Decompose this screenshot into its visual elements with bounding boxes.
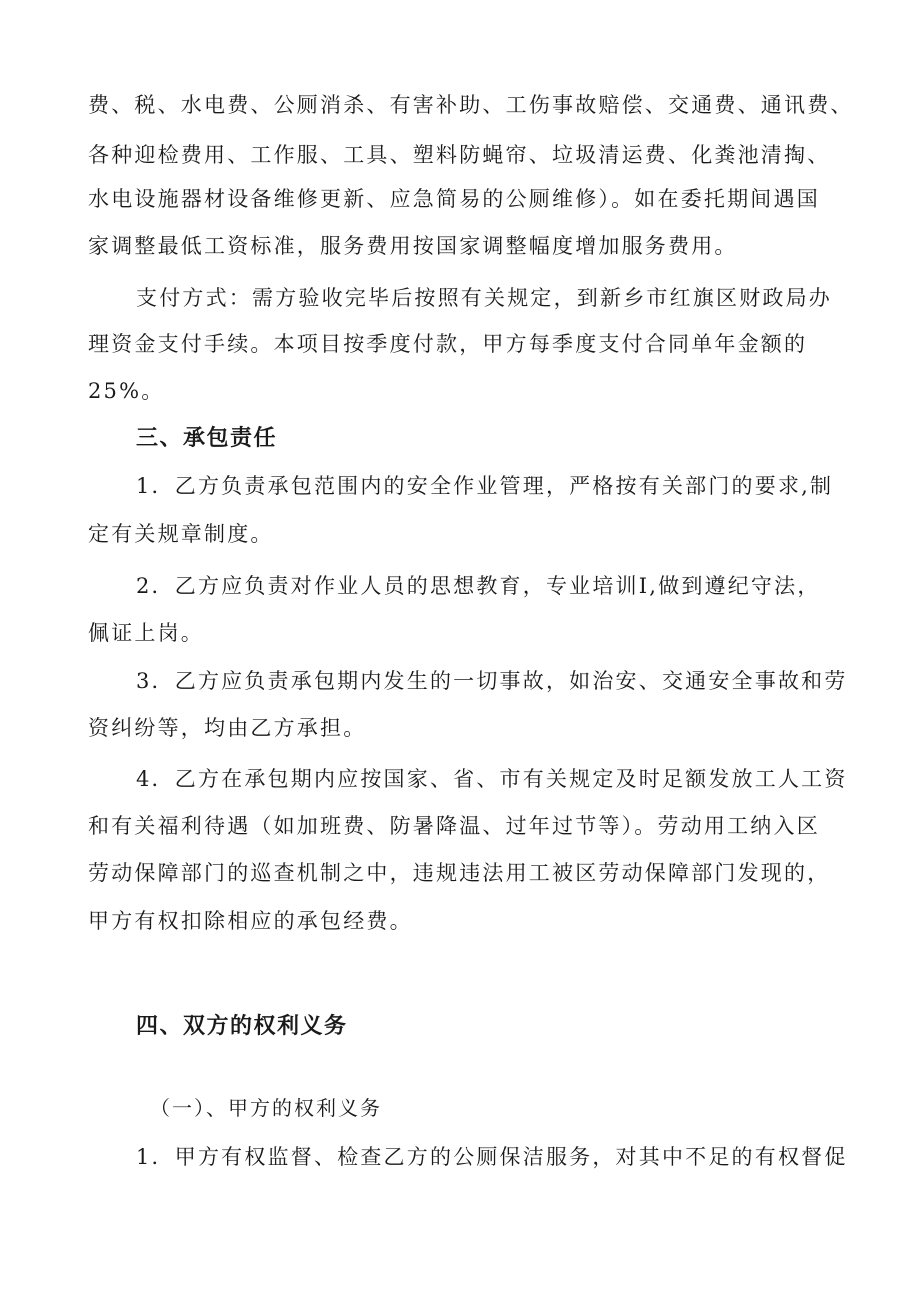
payment-line-2: 理资金支付手续。本项目按季度付款，甲方每季度支付合同单年金额的 bbox=[88, 332, 808, 356]
item-3-1-line-1: 1．乙方负责承包范围内的安全作业管理，严格按有关部门的要求,制 bbox=[136, 474, 834, 498]
section-heading-contract-responsibility: 三、承包责任 bbox=[136, 426, 278, 451]
item-3-3-line-1: 3．乙方应负责承包期内发生的一切事故，如治安、交通安全事故和劳 bbox=[136, 669, 848, 693]
section-heading-rights-obligations: 四、双方的权利义务 bbox=[136, 1014, 348, 1039]
fees-line-4: 家调整最低工资标准，服务费用按国家调整幅度增加服务费用。 bbox=[88, 234, 738, 258]
item-3-4-line-3: 劳动保障部门的巡查机制之中，违规违法用工被区劳动保障部门发现的， bbox=[88, 861, 831, 885]
fees-line-1: 费、税、水电费、公厕消杀、有害补助、工伤事故赔偿、交通费、通讯费、 bbox=[88, 93, 854, 117]
payment-line-1: 支付方式：需方验收完毕后按照有关规定，到新乡市红旗区财政局办 bbox=[136, 286, 832, 310]
item-3-4-line-4: 甲方有权扣除相应的承包经费。 bbox=[88, 909, 413, 933]
item-3-4-line-1: 4．乙方在承包期内应按国家、省、市有关规定及时足额发放工人工资 bbox=[136, 767, 848, 791]
item-3-4-line-2: 和有关福利待遇（如加班费、防暑降温、过年过节等）。劳动用工纳入区 bbox=[88, 814, 820, 838]
payment-line-3: 25%。 bbox=[88, 379, 165, 403]
fees-line-3: 水电设施器材设备维修更新、应急简易的公厕维修）。如在委托期间遇国 bbox=[88, 187, 820, 211]
item-3-2-line-2: 佩证上岗。 bbox=[88, 621, 204, 645]
fees-line-2: 各种迎检费用、工作服、工具、塑料防蝇帘、垃圾清运费、化粪池清掏、 bbox=[88, 143, 831, 167]
item-3-3-line-2: 资纠纷等，均由乙方承担。 bbox=[88, 716, 367, 740]
item-4-1-line-1: 1．甲方有权监督、检查乙方的公厕保洁服务，对其中不足的有权督促 bbox=[136, 1145, 848, 1169]
item-3-1-line-2: 定有关规章制度。 bbox=[88, 522, 274, 546]
subsection-heading-party-a: （一）、甲方的权利义务 bbox=[150, 1096, 382, 1120]
item-3-2-line-1: 2．乙方应负责对作业人员的思想教育，专业培训I,做到遵纪守法， bbox=[136, 574, 821, 598]
